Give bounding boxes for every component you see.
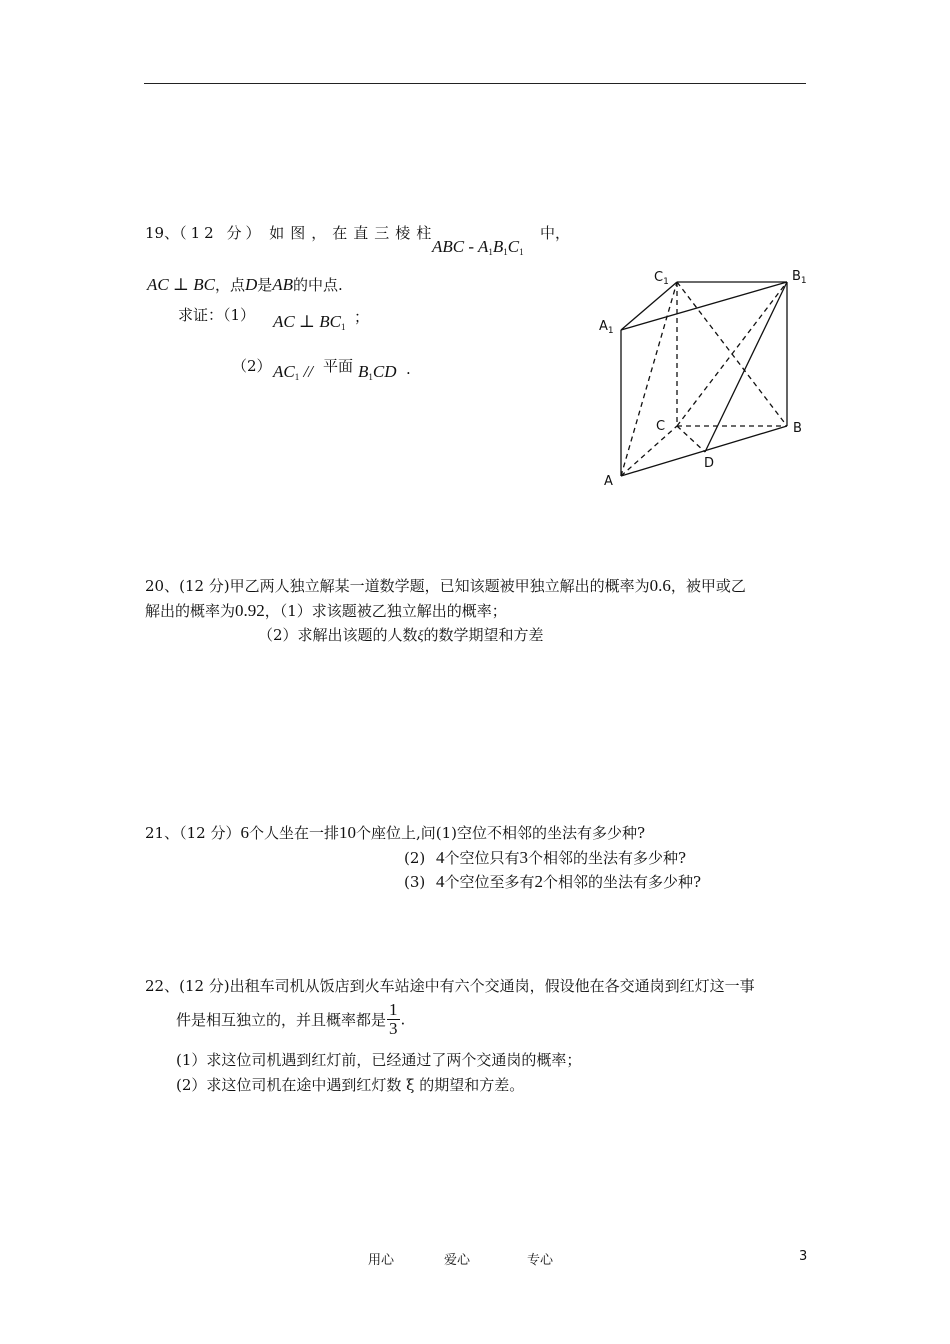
q21-line1 bbox=[145, 822, 645, 843]
q21-p3-n2: 2 bbox=[534, 872, 544, 891]
q19-number: 19、 bbox=[145, 224, 180, 242]
q22-p1: (1）求这位司机遇到红灯前，已经通过了两个交通岗的概率； bbox=[176, 1051, 582, 1069]
q19-intro: 如图，在直三棱柱 bbox=[269, 224, 438, 242]
q19-cond-end: 的中点. bbox=[293, 276, 343, 294]
q21-line3 bbox=[404, 871, 701, 892]
q20-line1-b: ，被甲或乙 bbox=[670, 577, 746, 595]
q19-cond-is: 是 bbox=[257, 276, 273, 294]
q22-fraction bbox=[387, 1001, 400, 1038]
q19-p2-lhs: $AC_1$ // bbox=[273, 362, 313, 382]
q19-line1 bbox=[145, 222, 437, 243]
footer-word-3: 专心 bbox=[527, 1253, 554, 1268]
q22-line2 bbox=[176, 1001, 405, 1038]
q20-line2 bbox=[145, 600, 507, 621]
q21-p2-n1: 4 bbox=[436, 848, 445, 867]
q20-line1-a: 20、(12 分)甲乙两人独立解某一道数学题，已知该题被甲独立解出的概率为 bbox=[145, 577, 650, 595]
q20-p-or: 0.92 bbox=[235, 601, 265, 620]
q20-line3 bbox=[258, 624, 544, 645]
q22-frac-den: 3 bbox=[389, 1019, 398, 1038]
q21-p2-n2: 3 bbox=[519, 848, 529, 867]
q21-p2-t2: 个相邻的坐法有多少种? bbox=[528, 849, 687, 867]
q19-p2-label: （2） bbox=[232, 357, 272, 375]
q20-line1 bbox=[145, 575, 746, 596]
q19-line2 bbox=[147, 274, 343, 295]
edge-a-c1 bbox=[621, 282, 677, 476]
q20-xi: ξ bbox=[417, 629, 424, 644]
q19-p2-plane: 平面 bbox=[323, 357, 354, 375]
label-c1: $C_1$ bbox=[654, 270, 669, 287]
q20-line2-b: ，（1）求该题被乙独立解出的概率； bbox=[264, 602, 507, 620]
prism-figure bbox=[590, 262, 820, 492]
q21-p2-t1: 个空位只有 bbox=[444, 849, 520, 867]
q19-p1-end: ； bbox=[354, 308, 370, 326]
q21-p3-t1: 个空位至多有 bbox=[444, 873, 535, 891]
q20-line2-a: 解出的概率为 bbox=[145, 602, 236, 620]
label-a1: $A_1$ bbox=[599, 319, 614, 336]
q22-line2-a: 件是相互独立的，并且概率都是 bbox=[176, 1011, 387, 1029]
q19-segment: AB bbox=[272, 275, 294, 294]
label-b1: $B_1$ bbox=[792, 269, 807, 286]
q19-cond-mid: ，点 bbox=[214, 276, 245, 294]
q21-n-seats: 10 bbox=[338, 823, 356, 842]
q21-n-people: 6 bbox=[240, 823, 249, 842]
label-b: B bbox=[793, 421, 802, 436]
q21-p3-t2: 个相邻的坐法有多少种? bbox=[543, 873, 702, 891]
q19-in-word: 中， bbox=[540, 224, 571, 242]
q19-p2-rhs: $B_1CD$ bbox=[358, 362, 397, 382]
q19-prism: ABC - $A_1B_1C_1$ bbox=[432, 237, 524, 257]
q21-t1: 个人坐在一排 bbox=[248, 824, 339, 842]
edge-a1-b1 bbox=[621, 282, 787, 330]
q21-head: 21、（12 分） bbox=[145, 824, 241, 842]
label-c: C bbox=[656, 419, 666, 434]
footer-word-2: 爱心 bbox=[444, 1253, 471, 1268]
q20-p-a: 0.6 bbox=[649, 576, 671, 595]
q20-line3-a: （2）求解出该题的人数 bbox=[258, 626, 418, 644]
q19-cond-lhs: AC ⊥ BC bbox=[147, 275, 215, 294]
label-d: D bbox=[704, 456, 715, 471]
q21-p2-label: (2) bbox=[404, 849, 426, 867]
header-rule bbox=[144, 83, 806, 84]
q21-p3-n1: 4 bbox=[436, 872, 445, 891]
q22-line1: 22、(12 分)出租车司机从饭店到火车站途中有六个交通岗，假设他在各交通岗到红灯这一事 bbox=[145, 977, 755, 995]
edge-a-c bbox=[621, 426, 677, 476]
q21-p3-label: (3) bbox=[404, 873, 426, 891]
q22-line2-b: . bbox=[400, 1010, 406, 1029]
q19-p1: AC ⊥ $BC_1$ bbox=[273, 312, 346, 332]
q21-t2: 个座位上,问(1)空位不相邻的坐法有多少种? bbox=[355, 824, 646, 842]
q22-p2: (2）求这位司机在途中遇到红灯数 ξ 的期望和方差。 bbox=[176, 1076, 525, 1094]
page-number: 3 bbox=[799, 1249, 808, 1264]
edge-a1-c1 bbox=[621, 282, 677, 330]
footer-word-1: 用心 bbox=[368, 1253, 395, 1268]
q22-frac-num: 1 bbox=[389, 1000, 398, 1019]
q19-prove-label: 求证：（1） bbox=[178, 306, 256, 324]
q19-score: （12 分） bbox=[179, 224, 265, 242]
q21-line2 bbox=[404, 847, 686, 868]
label-a: A bbox=[604, 474, 613, 489]
edge-c-d bbox=[677, 426, 705, 452]
q19-p2-end: . bbox=[406, 360, 411, 378]
q20-line3-b: 的数学期望和方差 bbox=[423, 626, 544, 644]
q19-point: D bbox=[244, 275, 258, 294]
